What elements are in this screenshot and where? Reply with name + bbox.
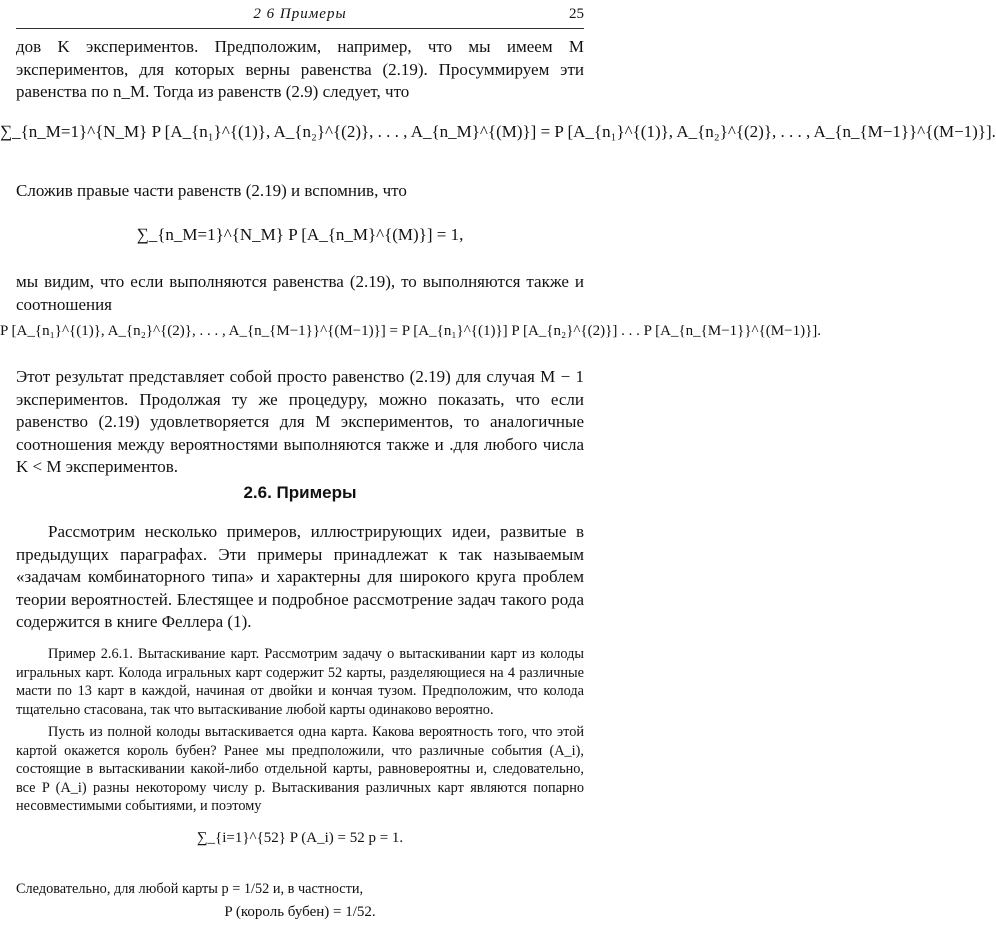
formula-3: P [A_{n₁}^{(1)}, A_{n₂}^{(2)}, . . . , A_{n_{M−1}}^{(M−1)}] = P [A_{n₁}^{(1)}] P [A_{n₂}^{(2)}] . . . P [A_{n_{M−1}}^{(M−1)}].	[0, 323, 822, 339]
formula-2: ∑_{n_M=1}^{N_M} P [A_{n_M}^{(M)}] = 1,	[136, 225, 464, 244]
paragraph-3: мы видим, что если выполняются равенства (2.19), то выполняются также и соотношения	[16, 272, 584, 314]
formula-4: ∑_{i=1}^{52} P (A_i) = 52 p = 1.	[196, 830, 404, 846]
running-header	[16, 6, 584, 29]
paragraph-4: Этот результат представляет собой просто равенство (2.19) для случая M − 1 экспериментов. Продолжая ту же процедуру, можно показать, что если равенство (2.19) удовлетворяется для M экспериментов, то аналогичные соотношения между вероятностями выполняются также и .для любого числа K < M экспериментов.	[16, 367, 584, 477]
section-title: 2.6. Примеры	[243, 483, 357, 502]
paragraph-8: Следовательно, для любой карты p = 1/52 и, в частности,	[16, 881, 364, 897]
formula-1: ∑_{n_M=1}^{N_M} P [A_{n₁}^{(1)}, A_{n₂}^{(2)}, . . . , A_{n_M}^{(M)}] = P [A_{n₁}^{(1)}, A_{n₂}^{(2)}, . . . , A_{n_{M−1}}^{(M−1)}].	[0, 122, 996, 141]
paragraph-6-example: Пример 2.6.1. Вытаскивание карт. Рассмотрим задачу о вытаскивании карт из колоды игральных карт. Колода игральных карт содержит 52 карты, разделяющиеся на 4 различные масти по 13 карт в каждой, начиная от двойки и кончая тузом. Предположим, что колода тщательно стасована, так что вытаскивание любой карты одинаково вероятно.	[16, 646, 584, 718]
paragraph-1: дов K экспериментов. Предположим, например, что мы имеем M экспериментов, для которых верны равенства (2.19). Просуммируем эти равенства по n_M. Тогда из равенств (2.9) следует, что	[16, 37, 584, 102]
paragraph-5: Рассмотрим несколько примеров, иллюстрирующих идеи, развитые в предыдущих параграфах. Эти примеры принадлежат к так называемым «задачам комбинаторного типа» и характерны для широкого круга проблем теории вероятностей. Блестящее и подробное рассмотрение задач такого рода содержится в книге Феллера (1).	[16, 522, 584, 632]
paragraph-2: Сложив правые части равенств (2.19) и вспомнив, что	[16, 181, 407, 200]
formula-5: P (король бубен) = 1/52.	[224, 904, 376, 920]
header-title: 2 6 Примеры	[253, 6, 347, 22]
page-number: 25	[569, 6, 584, 22]
paragraph-7: Пусть из полной колоды вытаскивается одна карта. Какова вероятность того, что этой картой окажется король бубен? Ранее мы предположили, что различные события (A_i), состоящие в вытаскивании какой-либо отдельной карты, равновероятны и, следовательно, все P (A_i) разны некоторому числу p. Вытаскивания различных карт являются попарно несовместимыми событиями, и поэтому	[16, 724, 584, 815]
